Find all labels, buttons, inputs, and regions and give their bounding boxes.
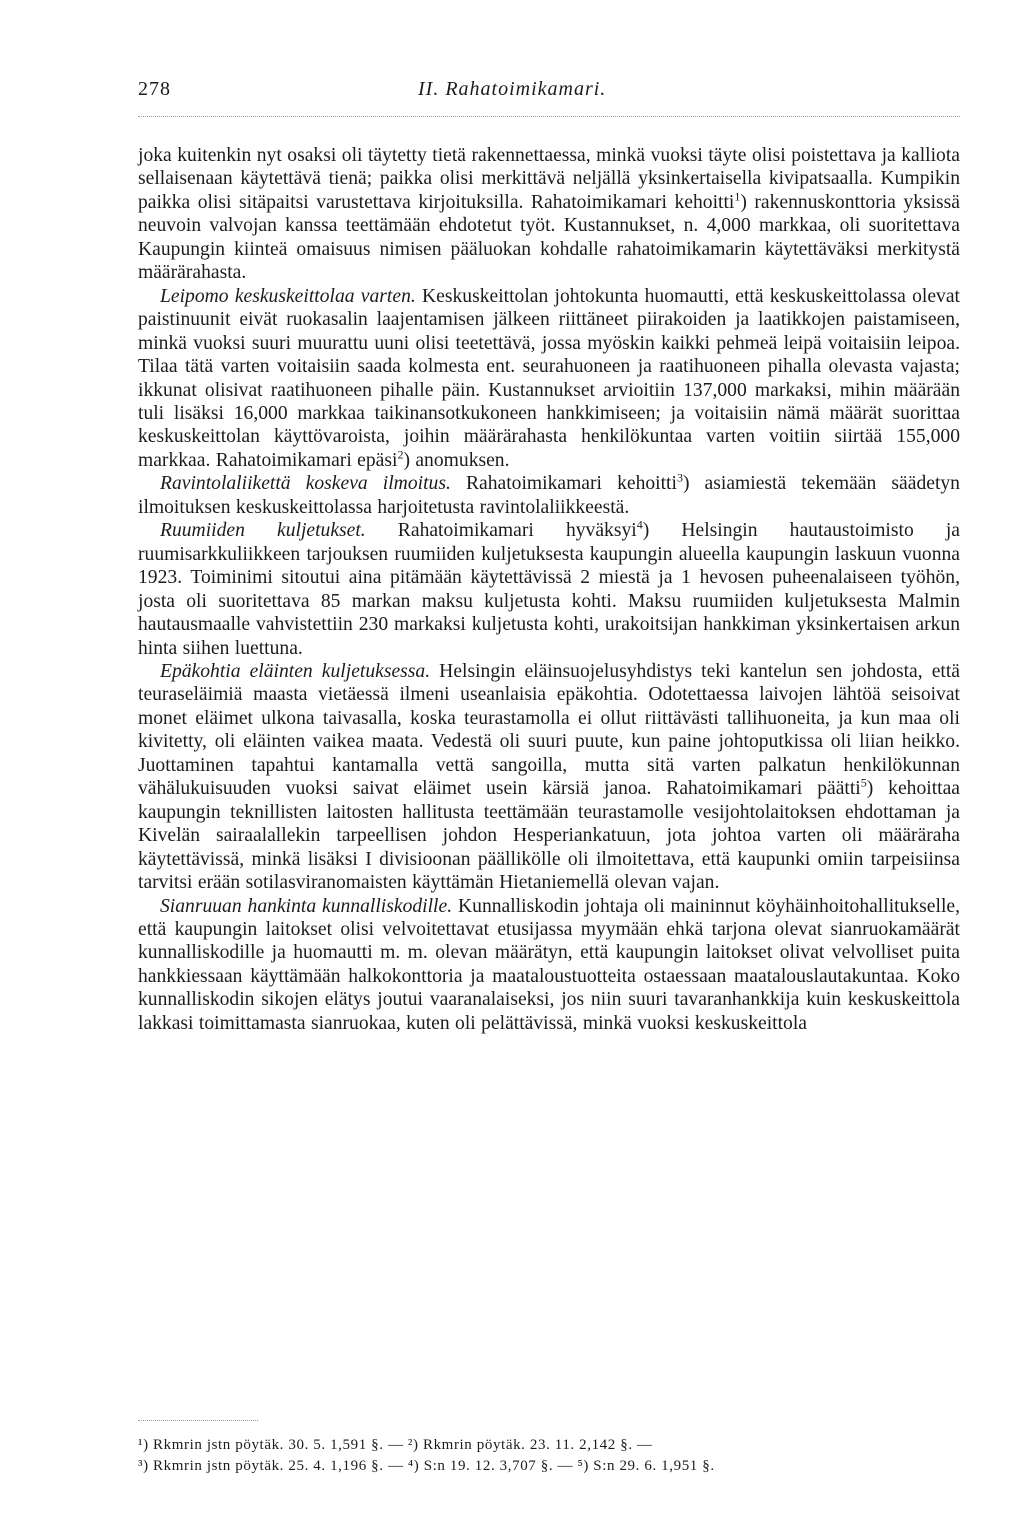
paragraph-3: [138, 472, 960, 519]
paragraph-text-after: ) anomuksen.: [403, 449, 510, 471]
body-text: [138, 144, 960, 1035]
footnote-ref: 4: [636, 517, 643, 532]
paragraph-text: Kunnalliskodin johtaja oli maininnut köyhäinhoitohallitukselle, että kaupungin laitokset olisi velvoitettavat etusijassa myymään ehkä tarjona olevat sianruokamäärät kunnalliskodille ja huomautti m. m. olevan määrätyn, että kaupungin laitokset olivat velvolliset puita hankkiessaan käyttämään halkokonttoria ja maataloustuotteita ostaessaan maatalouslautakuntaa. Koko kunnalliskodin sikojen elätys joutui vaaranalaiseksi, jos niin suuri tavaranhankkija kuin keskuskeittola lakkasi toimittamasta sianruokaa, kuten oli pelättävissä, minkä vuoksi keskuskeittola: [138, 895, 960, 1034]
header-rule: [138, 116, 960, 117]
footnotes: [138, 1420, 960, 1477]
section-title: Ruumiiden kuljetukset.: [160, 520, 366, 542]
paragraph-text: Keskuskeittolan johtokunta huomautti, että keskuskeittolassa olevat paistinuunit eivät ruokasalin laajentamisen jälkeen riittäneet piirakoiden ja laatikkojen paistamiseen, minkä vuoksi suuri muurattu uuni olisi teetettävä, jossa myöskin kaikki pehmeä leipä voitaisiin leipoa. Tilaa tätä varten voitaisiin saada kolmesta ent. seurahuoneen ja raatihuoneen pihalla olevasta vajasta; ikkunat olisivat raatihuoneen pihalle päin. Kustannukset arvioitiin 137,000 markaksi, mihin määrään tuli lisäksi 16,000 markkaa taikinansotkukoneen hankkimiseen; ja voitaisiin nämä määrät suorittaa keskuskeittolan käyttövaroista, joihin määrärahasta henkilökuntaa varten voitiin siirtää 155,000 markkaa. Rahatoimikamari epäsi: [138, 285, 960, 471]
paragraph-4: [138, 519, 960, 660]
paragraph-text-after: ) Helsingin hautaustoimisto ja ruumisarkkuliikkeen tarjouksen ruumiiden kuljetuksesta kaupungin alueella kaupungin laskuun vuonna 1923. Toiminimi sitoutui aina pitämään käytettävissä 2 miestä ja 1 hevosen puheenalaiseen työhön, josta oli suoritettava 85 markan maksu kuljetusta kohti. Maksu ruumiiden kuljetuksesta Malmin hautausmaalle vahvistettiin 230 markaksi kuljetusta kohti, urakoitsijan hankkiman yksinkertaisen arkun hinta siihen luettuna.: [138, 520, 960, 659]
page-header: [138, 78, 960, 108]
paragraph-text: Rahatoimikamari kehoitti: [450, 473, 677, 495]
paragraph-6: [138, 895, 960, 1036]
footnote-rule: [138, 1420, 258, 1421]
footnote-line-2: ³) Rkmrin jstn pöytäk. 25. 4. 1,196 §. — ⁴) S:n 19. 12. 3,707 §. — ⁵) S:n 29. 6. 1,951 §.: [138, 1458, 715, 1474]
paragraph-text: Helsingin eläinsuojelusyhdistys teki kantelun sen johdosta, että teuraseläimiä maasta vietäessä ilmeni useanlaisia epäkohtia. Odotettaessa laivojen lähtöä seisoivat monet eläimet ulkona taivasalla, koska teurastamolla ei ollut riittävästi tallihuoneita, ja kun maa oli kivitetty, oli eläinten vaikea maata. Vedestä oli suuri puute, kun paine johtoputkissa oli liian heikko. Juottaminen tapahtui kantamalla vettä sangoilla, mutta sitä varten palkatun henkilökunnan vähälukuisuuden vuoksi saivat eläimet usein kärsiä janoa. Rahatoimikamari päätti: [138, 660, 961, 800]
paragraph-text-after: ) rakennuskonttoria yksissä neuvoin valvojan kanssa teettämään ehdotetut työt. Kustannukset, n. 4,000 markkaa, oli suoritettava Kaupungin kiinteä omaisuus nimisen pääluokan kohdalle rahatoimikamarin käytettäväksi merkitystä määrärahasta.: [138, 191, 961, 284]
section-title: Ravintolaliikettä koskeva ilmoitus.: [160, 473, 451, 495]
footnote-line-1: ¹) Rkmrin jstn pöytäk. 30. 5. 1,591 §. — ²) Rkmrin pöytäk. 23. 11. 2,142 §. —: [138, 1437, 653, 1453]
footnote-ref: 3: [676, 470, 683, 485]
footnote-ref: 5: [860, 775, 867, 790]
paragraph-text-after: ) asiamiestä tekemään säädetyn ilmoituksen keskuskeittolassa harjoitetusta ravintolaliikkeestä.: [138, 473, 960, 518]
paragraph-2: [138, 285, 960, 473]
paragraph-text: Rahatoimikamari hyväksyi: [365, 520, 637, 542]
section-title: Epäkohtia eläinten kuljetuksessa.: [160, 660, 431, 682]
paragraph-text: joka kuitenkin nyt osaksi oli täytetty tietä rakennettaessa, minkä vuoksi täyte olisi poistettava ja kalliota sellaisenaan käytettävä tienä; paikka olisi merkittävä neljällä yksinkertaisella kivipatsaalla. Kumpikin paikka olisi sitäpaitsi varustettava kirjoituksilla. Rahatoimikamari kehoitti: [138, 145, 960, 213]
book-page: [138, 78, 960, 1498]
section-title: Leipomo keskuskeittolaa varten.: [160, 285, 416, 307]
page-number: 278: [138, 78, 171, 100]
paragraph-1: [138, 144, 960, 285]
section-title: Sianruuan hankinta kunnalliskodille.: [160, 895, 453, 917]
footnote-ref: 1: [734, 189, 741, 204]
paragraph-text-after: ) kehoittaa kaupungin teknillisten laitosten hallitusta teettämään teurastamolle vesijohtolaitoksen ehdottaman ja Kivelän sairaalallekin tarpeellisen johdon Hesperiankatuun, jota johtoa varten oli määräraha käytettävissä, minkä lisäksi I divisioonan päällikölle oli ilmoitettava, että kaupunki omiin tarpeisiinsa tarvitsi erään sotilasviranomaisten käyttämän Hietaniemellä olevan vajan.: [138, 778, 960, 894]
running-title: II. Rahatoimikamari.: [418, 78, 607, 100]
footnote-ref: 2: [397, 447, 404, 462]
paragraph-5: [138, 660, 960, 895]
